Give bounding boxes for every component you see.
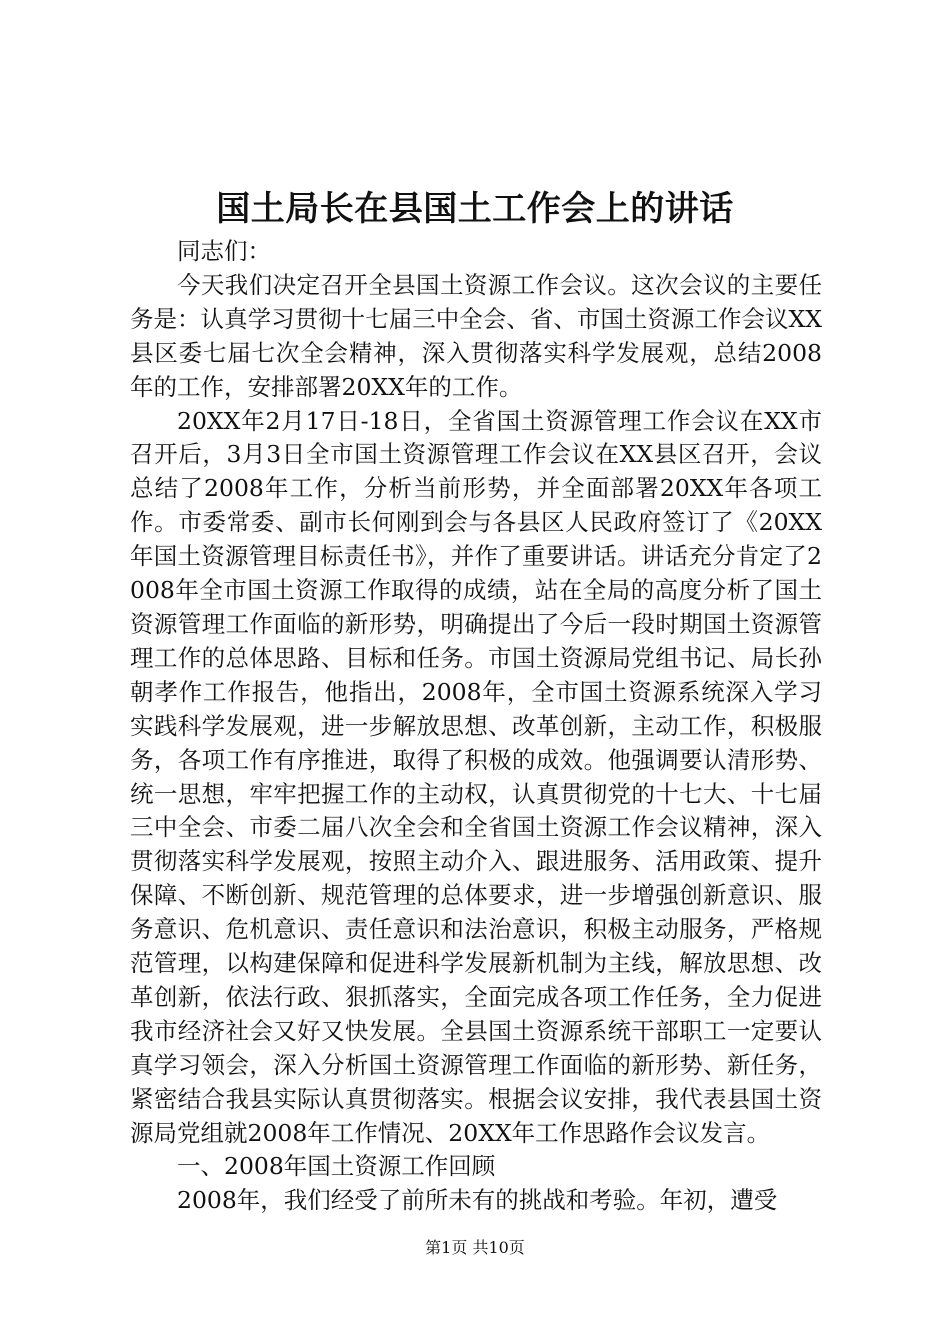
page-number-footer: 第1页 共10页 <box>425 1238 525 1257</box>
meeting-summary-paragraph: 20XX年2月17日-18日，全省国土资源管理工作会议在XX市召开后，3月3日全市国土资源管理工作会议在XX县区召开，会议总结了2008年工作，分析当前形势，并全面部署20XX年各项工作。市委常委、副市长何刚到会与各县区人民政府签订了《20XX年国土资源管理目标责任书》，并作了重要讲话。讲话充分肯定了2008年全市国土资源工作取得的成绩，站在全局的高度分析了国土资源管理工作面临的新形势，明确提出了今后一段时期国土资源管理工作的总体思路、目标和任务。市国土资源局党组书记、局长孙朝孝作工作报告，他指出，2008年，全市国土资源系统深入学习实践科学发展观，进一步解放思想、改革创新，主动工作，积极服务，各项工作有序推进，取得了积极的成效。他强调要认清形势、统一思想，牢牢把握工作的主动权，认真贯彻党的十七大、十七届三中全会、市委二届八次全会和全省国土资源工作会议精神，深入贯彻落实科学发展观，按照主动介入、跟进服务、活用政策、提升保障、不断创新、规范管理的总体要求，进一步增强创新意识、服务意识、危机意识、责任意识和法治意识，积极主动服务，严格规范管理，以构建保障和促进科学发展新机制为主线，解放思想、改革创新，依法行政、狠抓落实，全面完成各项工作任务，全力促进我市经济社会又好又快发展。全县国土资源系统干部职工一定要认真学习领会，深入分析国土资源管理工作面临的新形势、新任务，紧密结合我县实际认真贯彻落实。根据会议安排，我代表县国土资源局党组就2008年工作情况、20XX年工作思路作会议发言。 <box>130 406 822 1147</box>
intro-paragraph: 今天我们决定召开全县国土资源工作会议。这次会议的主要任务是：认真学习贯彻十七届三中全会、省、市国土资源工作会议XX县区委七届七次全会精神，深入贯彻落实科学发展观，总结2008年的工作，安排部署20XX年的工作。 <box>130 270 822 401</box>
salutation-paragraph: 同志们： <box>177 237 271 265</box>
document-title: 国土局长在县国土工作会上的讲话 <box>216 189 734 229</box>
section-heading: 一、2008年国土资源工作回顾 <box>177 1152 496 1181</box>
review-paragraph: 2008年，我们经受了前所未有的挑战和考验。年初，遭受 <box>177 1186 778 1215</box>
document-body <box>130 235 822 1218</box>
